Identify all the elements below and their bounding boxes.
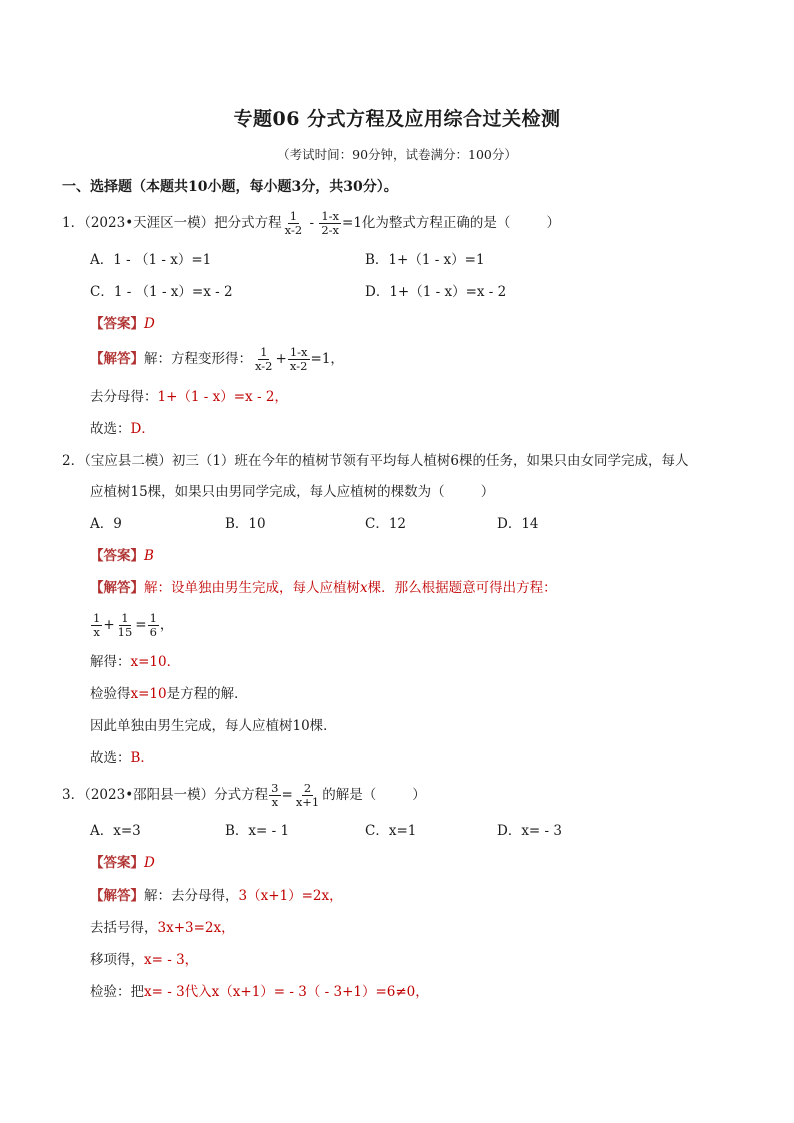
q2-stem-line-2: 应植树15棵，如果只由男同学完成，每人应植树的棵数为（ ） [90, 484, 495, 500]
q1-answer: 【答案】D [90, 316, 155, 332]
q3-option-b: B．x= - 1 [225, 823, 290, 839]
q2-step-4: 故选：B． [90, 750, 154, 766]
q2-option-b: B．10 [225, 516, 266, 532]
q1-sol-fraction-2: $\frac{1-x}{x-2}$ [289, 345, 308, 373]
q1-fraction-1: $\frac{1}{x-2}$ [284, 209, 303, 237]
q3-option-c: C．x=1 [365, 823, 417, 839]
q3-fraction-2: $\frac{2}{x+1}$ [295, 781, 320, 809]
q2-step-2: 检验得x=10是方程的解． [90, 686, 248, 702]
page-title: 专题06 分式方程及应用综合过关检测 [233, 108, 561, 130]
q1-sol-fraction-1: $\frac{1}{x-2}$ [255, 345, 273, 373]
q1-stem: 1．（2023•天涯区一模）把分式方程 $\frac{1}{x-2}$ - $\frac{1-x}{2-x}$ =1化为整式方程正确的是（ ） [62, 209, 560, 237]
q2-option-c: C．12 [365, 516, 407, 532]
q2-eq-fraction-1: $\frac{1}{x}$ [93, 611, 101, 639]
q3-step-1: 去括号得，3x+3=2x， [90, 920, 235, 936]
q2-solution: 【解答】解：设单独由男生完成，每人应植树x棵．那么根据题意可得出方程： [90, 580, 557, 596]
q2-equation: $\frac{1}{x}$ + $\frac{1}{15}$ = $\frac{1}{6}$ ， [93, 611, 174, 639]
q3-step-2: 移项得，x= - 3， [90, 952, 199, 968]
exam-info: （考试时间：90分钟，试卷满分：100分） [277, 147, 517, 162]
q3-step-3: 检验：把x= - 3代入x（x+1）= - 3（ - 3+1）=6≠0， [90, 984, 429, 1000]
q2-answer: 【答案】B [90, 548, 154, 564]
q2-step-1: 解得：x=10． [90, 654, 181, 670]
q3-stem: 3．（2023•邵阳县一模）分式方程 $\frac{3}{x}$ = $\frac{2}{x+1}$ 的解是（ ） [62, 781, 426, 809]
q3-option-a: A．x=3 [90, 823, 141, 839]
q2-eq-fraction-2: $\frac{1}{15}$ [117, 611, 133, 639]
q2-option-a: A．9 [90, 516, 122, 532]
q2-step-3: 因此单独由男生完成，每人应植树10棵． [90, 718, 337, 734]
q1-step-2: 故选：D． [90, 421, 155, 437]
q3-fraction-1: $\frac{3}{x}$ [271, 781, 279, 809]
q1-option-a: A．1 - （1 - x）=1 [90, 252, 212, 268]
q3-answer: 【答案】D [90, 855, 155, 871]
q2-option-d: D．14 [497, 516, 539, 532]
q3-solution: 【解答】解：去分母得，3（x+1）=2x， [90, 888, 343, 904]
q3-option-d: D．x= - 3 [497, 823, 562, 839]
q1-option-b: B．1+（1 - x）=1 [365, 252, 485, 268]
q1-solution: 【解答】解：方程变形得： $\frac{1}{x-2}$ + $\frac{1-x}{x-2}$ =1， [90, 345, 344, 373]
q1-option-d: D．1+（1 - x）=x - 2 [365, 284, 507, 300]
q2-stem-line-1: 2．（宝应县二模）初三（1）班在今年的植树节领有平均每人植树6棵的任务，如果只由女同学完成，每人 [62, 453, 689, 469]
q1-fraction-2: $\frac{1-x}{2-x}$ [321, 209, 340, 237]
q2-eq-fraction-3: $\frac{1}{6}$ [149, 611, 157, 639]
section-heading: 一、选择题（本题共10小题，每小题3分，共30分）。 [62, 179, 398, 195]
q1-step-1: 去分母得：1+（1 - x）=x - 2， [90, 389, 288, 405]
q1-option-c: C．1 - （1 - x）=x - 2 [90, 284, 233, 300]
